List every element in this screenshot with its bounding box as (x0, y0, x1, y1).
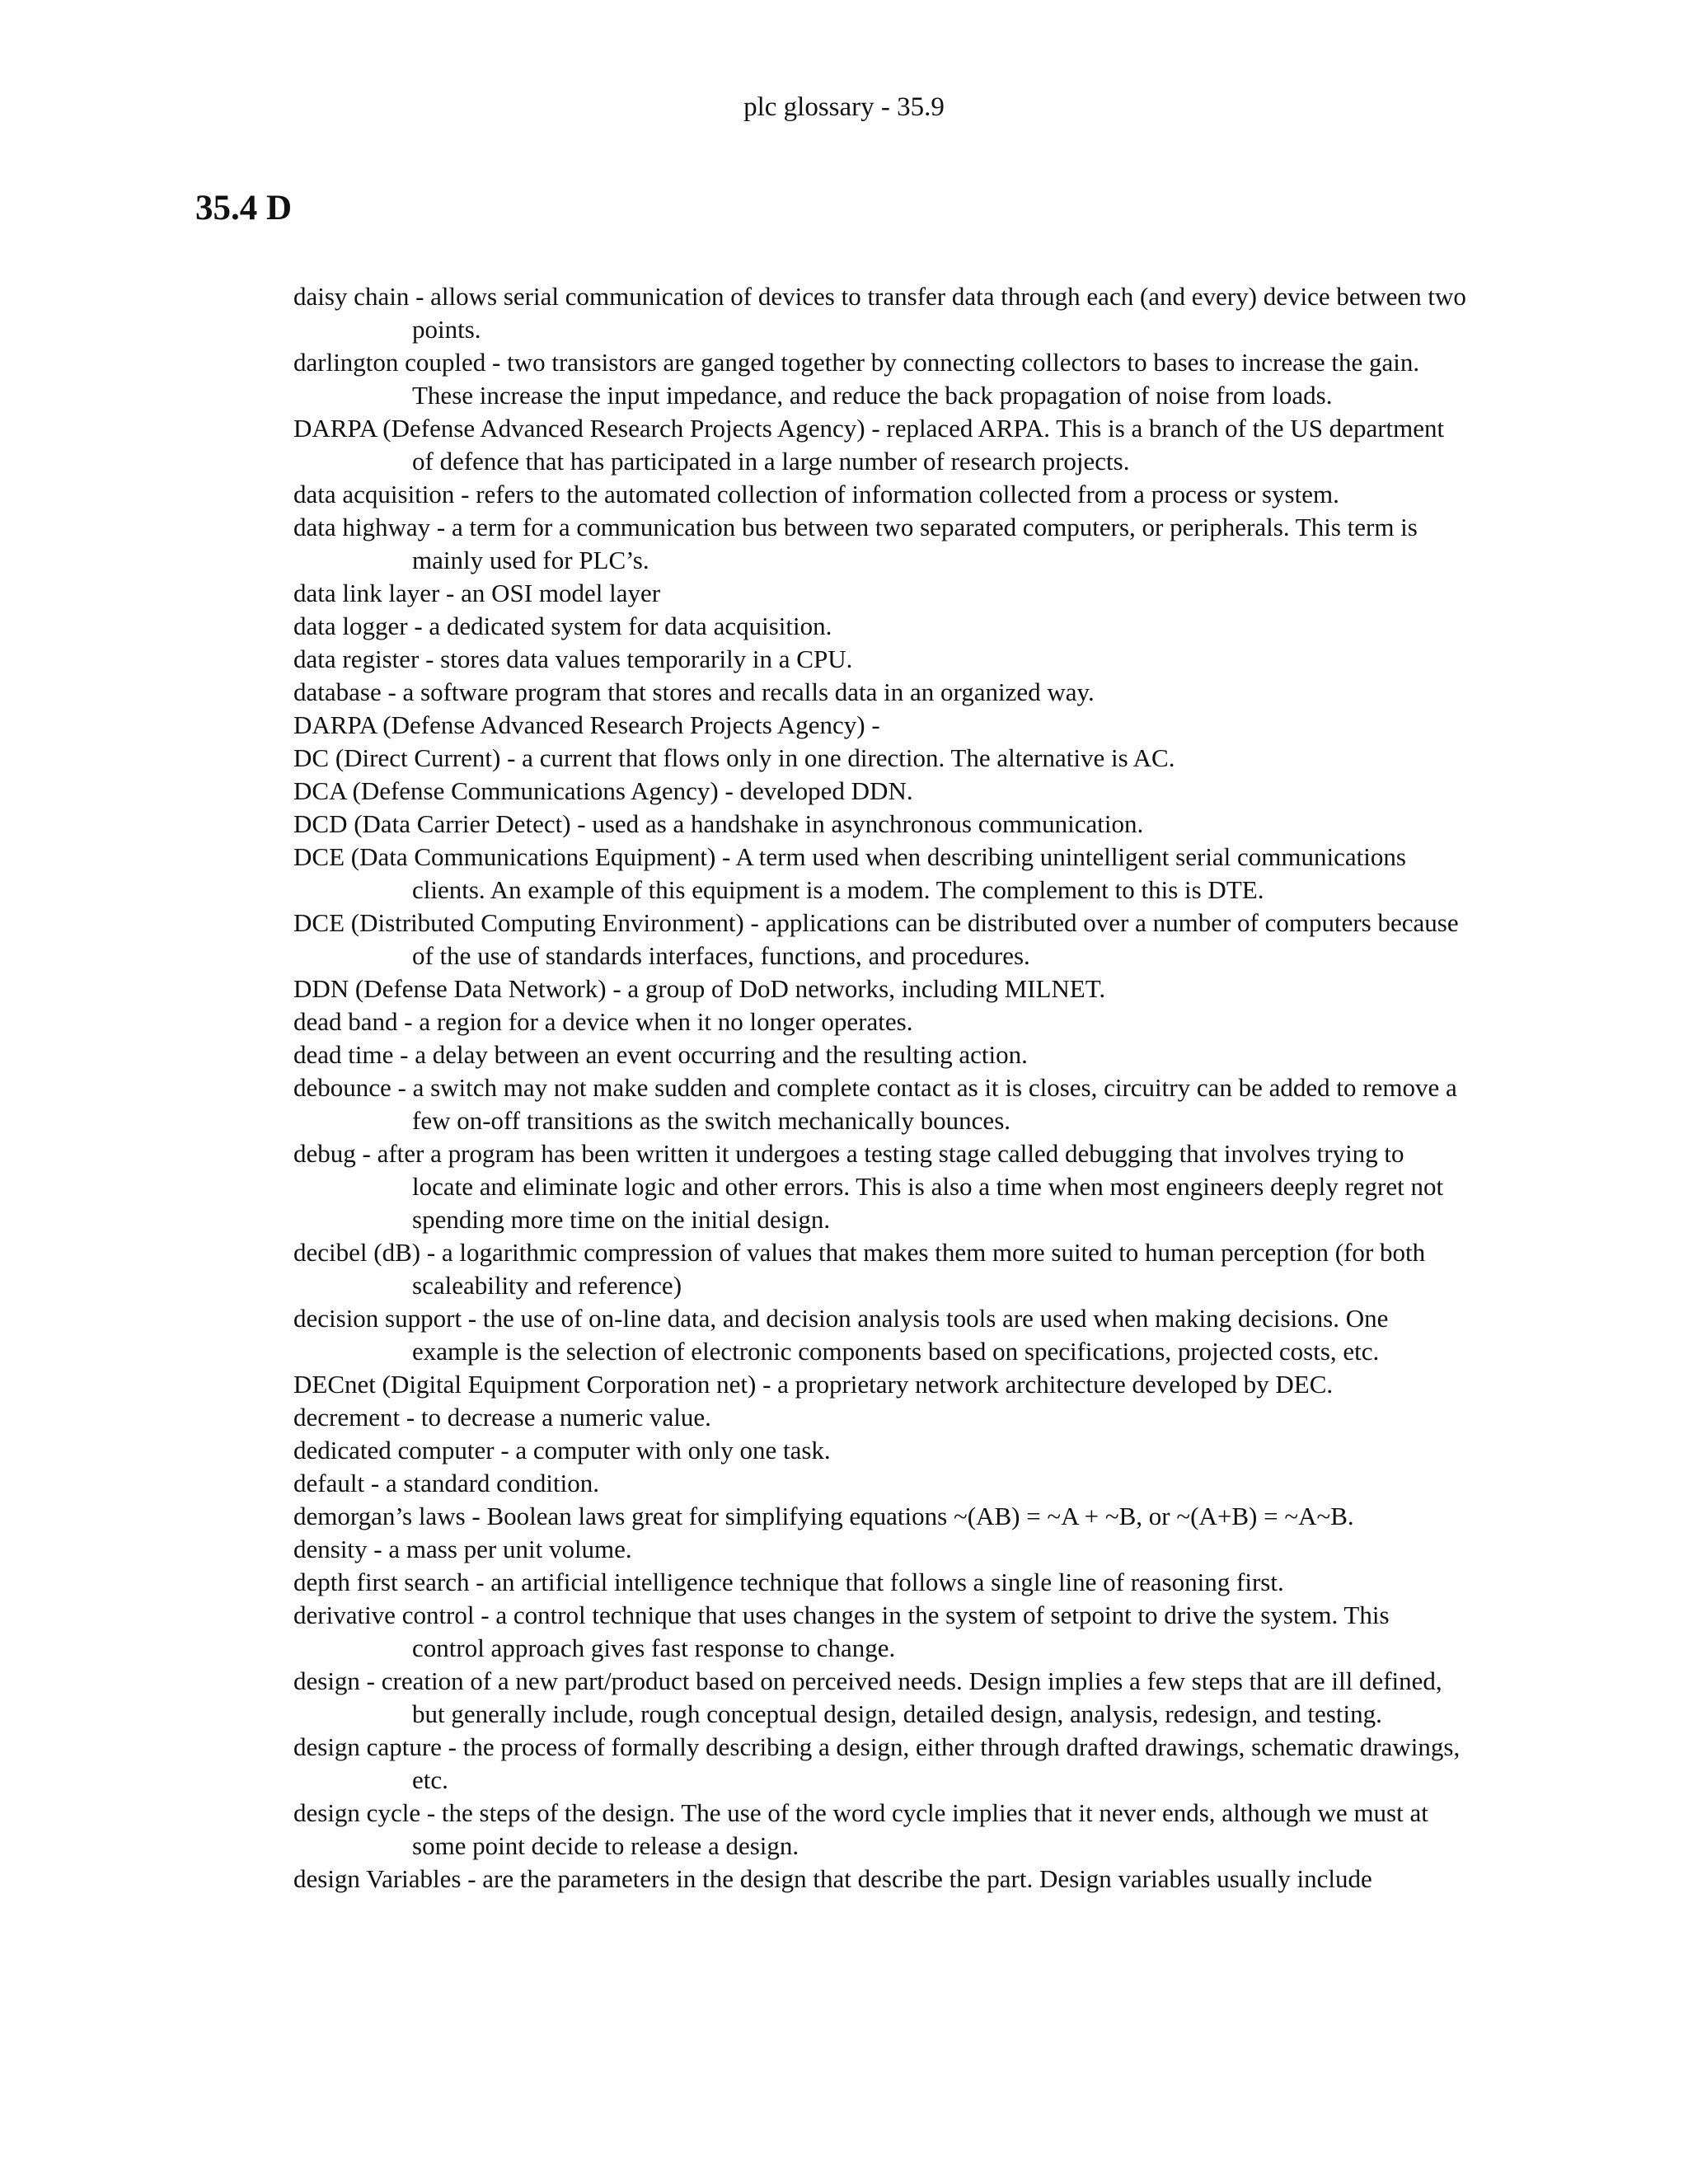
glossary-entries (293, 280, 1468, 1896)
glossary-entry: derivative control - a control technique that uses changes in the system of setpoint to drive the system. This control approach gives fast response to change. (293, 1601, 1390, 1662)
glossary-entry: dead band - a region for a device when it no longer operates. (293, 1007, 913, 1036)
glossary-entry: database - a software program that stores and recalls data in an organized way. (293, 677, 1095, 706)
glossary-entry: depth first search - an artificial intelligence technique that follows a single line of reasoning first. (293, 1568, 1284, 1596)
glossary-entry: design - creation of a new part/product based on perceived needs. Design implies a few steps that are ill defined, but generally include, rough conceptual design, detailed design, analysis, redesign, and testing. (293, 1666, 1442, 1728)
glossary-entry: data acquisition - refers to the automated collection of information collected from a process or system. (293, 480, 1339, 509)
glossary-entry: DCA (Defense Communications Agency) - developed DDN. (293, 776, 913, 805)
glossary-entry: debug - after a program has been written it undergoes a testing stage called debugging that involves trying to locate and eliminate logic and other errors. This is also a time when most engineers deeply regret not spending more time on the initial design. (293, 1139, 1444, 1234)
glossary-entry: data logger - a dedicated system for data acquisition. (293, 612, 832, 640)
glossary-entry: DECnet (Digital Equipment Corporation net) - a proprietary network architecture developed by DEC. (293, 1370, 1334, 1399)
glossary-entry: DCD (Data Carrier Detect) - used as a handshake in asynchronous communication. (293, 809, 1144, 838)
section-title: 35.4 D (195, 189, 293, 227)
glossary-entry: data register - stores data values temporarily in a CPU. (293, 644, 853, 673)
glossary-entry: data highway - a term for a communication bus between two separated computers, or peripherals. This term is mainly used for PLC’s. (293, 513, 1418, 574)
page-header: plc glossary - 35.9 (743, 92, 945, 122)
glossary-entry: decibel (dB) - a logarithmic compression of values that makes them more suited to human perception (for both scaleability and reference) (293, 1238, 1426, 1300)
glossary-entry: DC (Direct Current) - a current that flows only in one direction. The alternative is AC. (293, 743, 1175, 772)
glossary-entry: decrement - to decrease a numeric value. (293, 1403, 711, 1432)
glossary-entry: design Variables - are the parameters in the design that describe the part. Design variables usually include (293, 1864, 1372, 1893)
glossary-entry: design capture - the process of formally describing a design, either through drafted drawings, schematic drawings, etc. (293, 1732, 1461, 1794)
glossary-entry: DCE (Distributed Computing Environment) - applications can be distributed over a number of computers because of the use of standards interfaces, functions, and procedures. (293, 908, 1459, 970)
glossary-entry: dedicated computer - a computer with only one task. (293, 1436, 831, 1465)
glossary-entry: default - a standard condition. (293, 1469, 600, 1497)
glossary-entry: DARPA (Defense Advanced Research Projects Agency) - replaced ARPA. This is a branch of the US department of defence that has participated in a large number of research projects. (293, 414, 1445, 476)
glossary-entry: DCE (Data Communications Equipment) - A term used when describing unintelligent serial communications clients. An example of this equipment is a modem. The complement to this is DTE. (293, 842, 1406, 904)
glossary-entry: density - a mass per unit volume. (293, 1535, 632, 1563)
glossary-entry: demorgan’s laws - Boolean laws great for simplifying equations ~(AB) = ~A + ~B, or ~(A+B) = ~A~B. (293, 1502, 1354, 1530)
glossary-entry: data link layer - an OSI model layer (293, 579, 661, 607)
glossary-entry: darlington coupled - two transistors are ganged together by connecting collectors to bases to increase the gain. These increase the input impedance, and reduce the back propagation of noise from loads. (293, 348, 1420, 410)
glossary-entry: daisy chain - allows serial communication of devices to transfer data through each (and every) device between two points. (293, 282, 1466, 344)
glossary-entry: decision support - the use of on-line data, and decision analysis tools are used when making decisions. One example is the selection of electronic components based on specifications, projected costs, etc. (293, 1304, 1389, 1366)
glossary-entry: DARPA (Defense Advanced Research Projects Agency) - (293, 710, 880, 739)
glossary-entry: dead time - a delay between an event occurring and the resulting action. (293, 1040, 1028, 1069)
glossary-entry: design cycle - the steps of the design. The use of the word cycle implies that it never ends, although we must at some point decide to release a design. (293, 1798, 1428, 1860)
glossary-entry: DDN (Defense Data Network) - a group of DoD networks, including MILNET. (293, 974, 1106, 1003)
glossary-entry: debounce - a switch may not make sudden and complete contact as it is closes, circuitry can be added to remove a few on-off transitions as the switch mechanically bounces. (293, 1073, 1457, 1135)
